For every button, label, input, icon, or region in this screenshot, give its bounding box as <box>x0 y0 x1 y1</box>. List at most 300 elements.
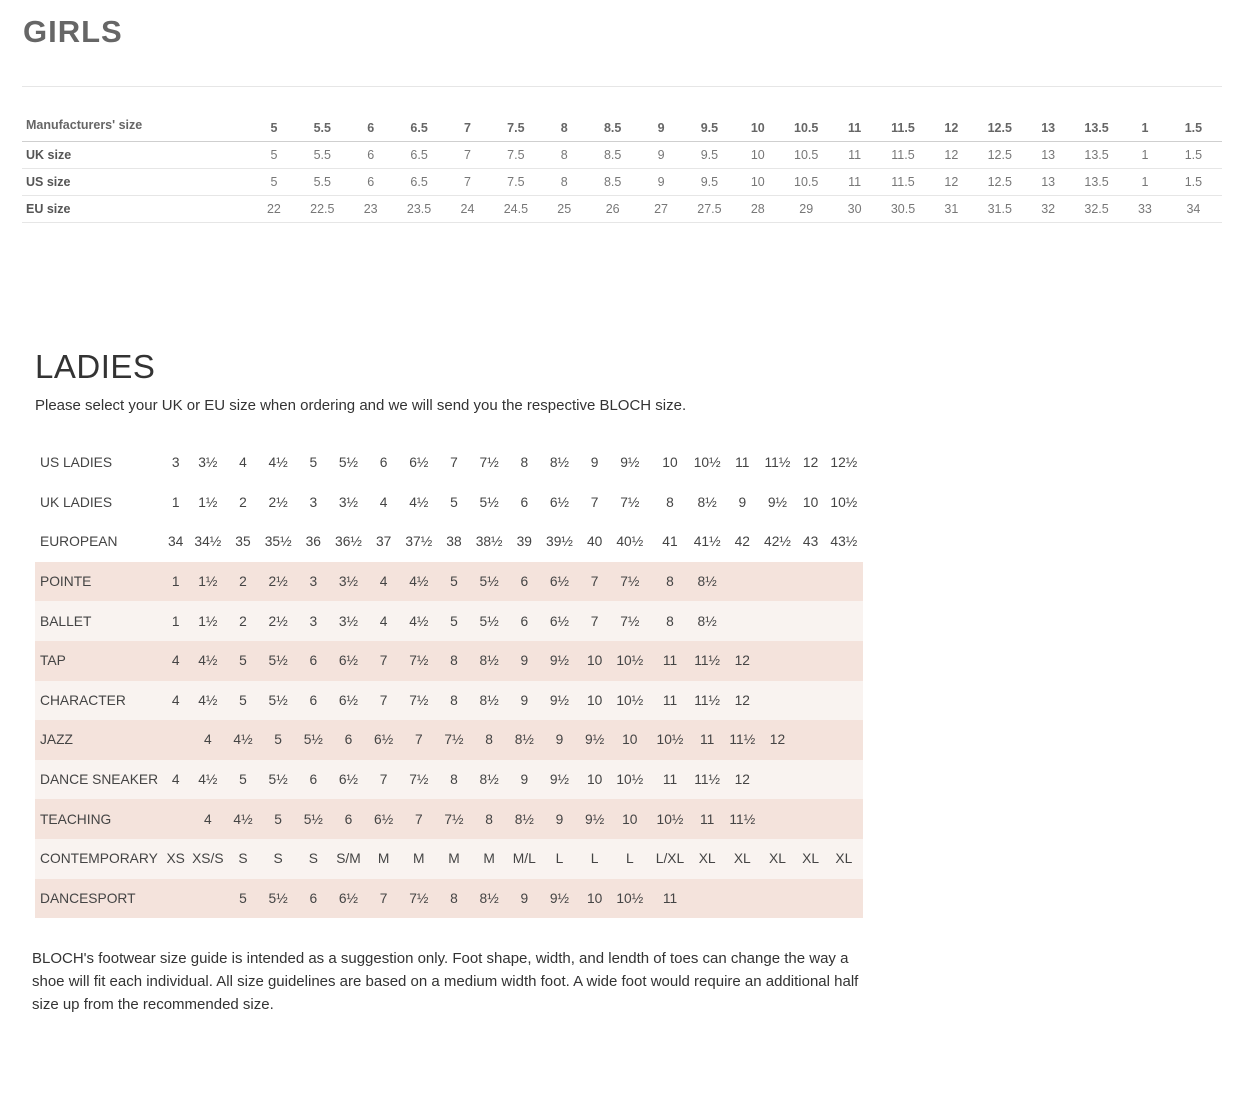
ladies-cell: 5 <box>441 562 467 602</box>
girls-cell: 12.5 <box>971 169 1028 196</box>
girls-cell: 6 <box>351 169 391 196</box>
ladies-cell: 43 <box>797 522 825 562</box>
girls-header-cell: 6.5 <box>391 87 448 142</box>
ladies-cell <box>797 760 825 800</box>
ladies-cell: 12 <box>726 681 758 721</box>
ladies-cell: 1½ <box>186 601 230 641</box>
ladies-cell <box>825 879 863 919</box>
ladies-cell: 1 <box>166 601 186 641</box>
girls-cell: 7 <box>448 142 488 169</box>
girls-row-label: US size <box>22 169 254 196</box>
ladies-cell: 34½ <box>186 522 230 562</box>
ladies-cell: 7½ <box>608 601 652 641</box>
ladies-cell: 10 <box>582 681 608 721</box>
ladies-cell: 10½ <box>608 681 652 721</box>
ladies-cell: 7 <box>582 483 608 523</box>
ladies-cell: 5 <box>230 681 256 721</box>
ladies-cell: 6½ <box>326 641 370 681</box>
girls-cell: 7.5 <box>487 142 544 169</box>
ladies-cell: 12 <box>726 760 758 800</box>
ladies-cell: 1½ <box>186 562 230 602</box>
ladies-cell: 37½ <box>397 522 441 562</box>
ladies-cell: 6 <box>511 483 537 523</box>
girls-cell: 6.5 <box>391 169 448 196</box>
ladies-cell: 8½ <box>467 641 511 681</box>
ladies-row-label: DANCESPORT <box>35 879 166 919</box>
ladies-cell: 5½ <box>467 601 511 641</box>
ladies-cell: 6 <box>300 681 326 721</box>
ladies-row-label: EUROPEAN <box>35 522 166 562</box>
ladies-cell: XL <box>726 839 758 879</box>
ladies-cell: 9½ <box>758 483 796 523</box>
ladies-row-label: DANCE SNEAKER <box>35 760 166 800</box>
ladies-cell: 8½ <box>467 879 511 919</box>
ladies-cell: 5½ <box>256 641 300 681</box>
ladies-cell: 7 <box>582 601 608 641</box>
ladies-cell: 2½ <box>256 562 300 602</box>
girls-cell: 33 <box>1125 196 1165 223</box>
ladies-cell: 12 <box>726 641 758 681</box>
ladies-cell: 11 <box>688 799 726 839</box>
ladies-cell: 6 <box>326 720 370 760</box>
girls-title: GIRLS <box>23 14 123 49</box>
ladies-cell: M <box>467 839 511 879</box>
girls-cell: 6 <box>351 142 391 169</box>
ladies-cell <box>825 760 863 800</box>
ladies-cell: 11 <box>726 443 758 483</box>
ladies-cell <box>825 601 863 641</box>
ladies-cell: 1 <box>166 562 186 602</box>
ladies-cell <box>758 562 796 602</box>
ladies-cell: 7 <box>441 443 467 483</box>
ladies-row <box>35 839 863 879</box>
size-guide-note: BLOCH's footwear size guide is intended as a suggestion only. Foot shape, width, and lendth of toes can change the way a shoe will fit each individual. All size guidelines are based on a medium width foot. A wide foot would require an additional half size up from the recommended size. <box>32 950 859 1013</box>
ladies-cell: XS/S <box>186 839 230 879</box>
ladies-cell: M/L <box>511 839 537 879</box>
ladies-cell: 8½ <box>467 760 511 800</box>
ladies-cell: 8 <box>652 562 688 602</box>
ladies-cell: 43½ <box>825 522 863 562</box>
ladies-cell: 12½ <box>825 443 863 483</box>
ladies-cell: L <box>608 839 652 879</box>
ladies-cell: 7 <box>397 720 441 760</box>
girls-cell: 9 <box>641 169 681 196</box>
ladies-cell: 5 <box>256 799 300 839</box>
ladies-cell: 6 <box>300 879 326 919</box>
ladies-cell: XS <box>166 839 186 879</box>
ladies-row-label: BALLET <box>35 601 166 641</box>
ladies-cell: 1 <box>166 483 186 523</box>
ladies-cell <box>758 681 796 721</box>
ladies-cell: 5½ <box>256 681 300 721</box>
ladies-cell: 35 <box>230 522 256 562</box>
ladies-cell: 6½ <box>326 681 370 721</box>
ladies-cell: 5 <box>256 720 300 760</box>
girls-cell: 30 <box>835 196 875 223</box>
girls-cell: 1 <box>1125 169 1165 196</box>
ladies-cell: 1½ <box>186 483 230 523</box>
ladies-row <box>35 799 863 839</box>
ladies-cell: 5 <box>300 443 326 483</box>
ladies-cell: L <box>537 839 581 879</box>
girls-header-cell: 12 <box>932 87 972 142</box>
girls-row-label: EU size <box>22 196 254 223</box>
ladies-cell: 11 <box>688 720 726 760</box>
ladies-cell: 6½ <box>397 443 441 483</box>
girls-header-cell: 7 <box>448 87 488 142</box>
girls-cell: 11.5 <box>874 142 931 169</box>
ladies-cell: 4½ <box>397 483 441 523</box>
girls-header-cell: 13.5 <box>1068 87 1125 142</box>
ladies-cell: 7 <box>582 562 608 602</box>
ladies-cell: 3 <box>300 562 326 602</box>
ladies-cell <box>797 879 825 919</box>
ladies-cell: 8½ <box>467 681 511 721</box>
ladies-cell: 9½ <box>537 681 581 721</box>
girls-header-cell: 8 <box>544 87 584 142</box>
ladies-cell: 38½ <box>467 522 511 562</box>
ladies-cell: 12 <box>758 720 796 760</box>
ladies-cell: XL <box>688 839 726 879</box>
ladies-cell: 41½ <box>688 522 726 562</box>
ladies-cell <box>758 641 796 681</box>
ladies-cell: 11 <box>652 641 688 681</box>
ladies-row <box>35 720 863 760</box>
ladies-cell: S/M <box>326 839 370 879</box>
girls-cell: 31 <box>932 196 972 223</box>
ladies-cell: 7½ <box>441 720 467 760</box>
ladies-cell: 6 <box>326 799 370 839</box>
ladies-row-label: CONTEMPORARY <box>35 839 166 879</box>
ladies-cell: 9 <box>537 720 581 760</box>
girls-cell: 12.5 <box>971 142 1028 169</box>
ladies-cell: 4 <box>166 681 186 721</box>
ladies-row-label: TEACHING <box>35 799 166 839</box>
ladies-cell: 10½ <box>608 879 652 919</box>
ladies-cell: 2½ <box>256 601 300 641</box>
girls-cell: 5.5 <box>294 142 351 169</box>
girls-header-cell: 1 <box>1125 87 1165 142</box>
ladies-cell: M <box>397 839 441 879</box>
ladies-size-table <box>35 443 863 918</box>
ladies-cell: S <box>230 839 256 879</box>
ladies-cell: 6 <box>511 562 537 602</box>
ladies-cell: 8 <box>652 601 688 641</box>
ladies-cell: 3 <box>300 483 326 523</box>
ladies-cell: 4½ <box>230 720 256 760</box>
ladies-cell: 3½ <box>326 601 370 641</box>
ladies-row-label: CHARACTER <box>35 681 166 721</box>
girls-header-cell: 9.5 <box>681 87 738 142</box>
ladies-cell: 5½ <box>300 799 326 839</box>
ladies-cell: 10 <box>608 799 652 839</box>
ladies-row-label: US LADIES <box>35 443 166 483</box>
girls-cell: 32 <box>1028 196 1068 223</box>
ladies-cell: 5½ <box>326 443 370 483</box>
ladies-cell: 41 <box>652 522 688 562</box>
ladies-cell: 2 <box>230 601 256 641</box>
girls-header-cell: 1.5 <box>1165 87 1222 142</box>
ladies-cell: 37 <box>371 522 397 562</box>
ladies-cell: 3½ <box>326 562 370 602</box>
ladies-cell: M <box>441 839 467 879</box>
ladies-cell: 4½ <box>186 681 230 721</box>
ladies-cell <box>825 720 863 760</box>
ladies-cell: 35½ <box>256 522 300 562</box>
girls-cell: 34 <box>1165 196 1222 223</box>
girls-cell: 9 <box>641 142 681 169</box>
ladies-cell: 5 <box>230 760 256 800</box>
ladies-row-label: TAP <box>35 641 166 681</box>
ladies-row <box>35 641 863 681</box>
ladies-cell: 6½ <box>537 483 581 523</box>
ladies-cell: 9 <box>511 760 537 800</box>
ladies-cell: 5½ <box>256 760 300 800</box>
girls-cell: 10.5 <box>778 142 835 169</box>
ladies-cell: 4½ <box>186 760 230 800</box>
girls-header-cell: 11 <box>835 87 875 142</box>
ladies-cell: 5 <box>230 879 256 919</box>
ladies-row <box>35 443 863 483</box>
ladies-cell: 10 <box>797 483 825 523</box>
ladies-cell <box>726 601 758 641</box>
ladies-cell: 7½ <box>441 799 467 839</box>
ladies-cell: 8½ <box>688 562 726 602</box>
ladies-cell <box>186 879 230 919</box>
ladies-cell <box>825 641 863 681</box>
ladies-cell: 5½ <box>467 562 511 602</box>
ladies-cell <box>758 601 796 641</box>
ladies-cell: 8½ <box>511 720 537 760</box>
girls-cell: 5 <box>254 142 294 169</box>
ladies-cell: 7½ <box>397 760 441 800</box>
ladies-cell: 9½ <box>537 641 581 681</box>
girls-cell: 28 <box>738 196 778 223</box>
ladies-cell: 11 <box>652 760 688 800</box>
ladies-row <box>35 879 863 919</box>
ladies-cell <box>797 681 825 721</box>
ladies-cell: 36 <box>300 522 326 562</box>
girls-size-table <box>22 86 1222 223</box>
ladies-cell: 7 <box>371 641 397 681</box>
girls-cell: 22.5 <box>294 196 351 223</box>
girls-header-cell: 11.5 <box>874 87 931 142</box>
girls-cell: 11.5 <box>874 169 931 196</box>
ladies-cell: 6½ <box>371 799 397 839</box>
ladies-cell: 9½ <box>582 720 608 760</box>
ladies-row-label: JAZZ <box>35 720 166 760</box>
ladies-cell: 4 <box>166 641 186 681</box>
girls-cell: 8.5 <box>584 142 641 169</box>
ladies-cell: 7½ <box>608 483 652 523</box>
girls-cell: 26 <box>584 196 641 223</box>
girls-cell: 25 <box>544 196 584 223</box>
ladies-subtitle: Please select your UK or EU size when ordering and we will send you the respective BLOCH size. <box>35 397 687 414</box>
girls-cell: 5.5 <box>294 169 351 196</box>
girls-cell: 32.5 <box>1068 196 1125 223</box>
ladies-cell: 7 <box>397 799 441 839</box>
ladies-row <box>35 522 863 562</box>
ladies-cell: S <box>256 839 300 879</box>
ladies-cell: 10 <box>652 443 688 483</box>
ladies-cell <box>758 760 796 800</box>
girls-cell: 27.5 <box>681 196 738 223</box>
ladies-row-label: POINTE <box>35 562 166 602</box>
ladies-cell <box>726 562 758 602</box>
ladies-cell: 8 <box>652 483 688 523</box>
ladies-cell: 6 <box>371 443 397 483</box>
girls-cell: 1 <box>1125 142 1165 169</box>
girls-cell: 10 <box>738 169 778 196</box>
ladies-cell: 7½ <box>397 879 441 919</box>
ladies-cell: 5 <box>230 641 256 681</box>
ladies-cell: 6½ <box>537 562 581 602</box>
ladies-cell: 5½ <box>300 720 326 760</box>
ladies-cell: 4½ <box>397 562 441 602</box>
girls-cell: 13 <box>1028 142 1068 169</box>
girls-header-cell: 13 <box>1028 87 1068 142</box>
ladies-cell: 8½ <box>511 799 537 839</box>
girls-cell: 10.5 <box>778 169 835 196</box>
ladies-cell: 9½ <box>537 879 581 919</box>
ladies-cell: 10 <box>582 641 608 681</box>
girls-cell: 6.5 <box>391 142 448 169</box>
ladies-cell: 2 <box>230 483 256 523</box>
ladies-cell <box>797 641 825 681</box>
girls-header-row <box>22 87 1222 142</box>
girls-cell: 7 <box>448 169 488 196</box>
ladies-cell <box>758 879 796 919</box>
ladies-cell: 6½ <box>371 720 397 760</box>
ladies-title: LADIES <box>35 348 156 385</box>
girls-header-cell: 6 <box>351 87 391 142</box>
ladies-cell: 9 <box>511 681 537 721</box>
ladies-cell: XL <box>758 839 796 879</box>
ladies-cell: 10½ <box>825 483 863 523</box>
ladies-cell: 10 <box>608 720 652 760</box>
ladies-cell: 11 <box>652 879 688 919</box>
girls-cell: 8.5 <box>584 169 641 196</box>
girls-row-label: UK size <box>22 142 254 169</box>
ladies-cell: 9 <box>511 641 537 681</box>
ladies-cell: 11 <box>652 681 688 721</box>
girls-cell: 1.5 <box>1165 142 1222 169</box>
ladies-cell: 8½ <box>688 483 726 523</box>
girls-header-cell: 10 <box>738 87 778 142</box>
girls-cell: 11 <box>835 169 875 196</box>
ladies-cell: 8 <box>441 760 467 800</box>
ladies-cell: 6 <box>511 601 537 641</box>
ladies-cell: 9½ <box>608 443 652 483</box>
girls-row <box>22 196 1222 223</box>
ladies-cell: 5½ <box>467 483 511 523</box>
ladies-row <box>35 760 863 800</box>
ladies-cell: 6 <box>300 760 326 800</box>
ladies-cell: 6½ <box>326 760 370 800</box>
ladies-cell: 3½ <box>326 483 370 523</box>
girls-cell: 11 <box>835 142 875 169</box>
ladies-cell: 4 <box>186 720 230 760</box>
girls-cell: 13.5 <box>1068 142 1125 169</box>
ladies-cell <box>166 720 186 760</box>
ladies-cell: 7½ <box>397 681 441 721</box>
ladies-cell: 39 <box>511 522 537 562</box>
ladies-cell <box>825 562 863 602</box>
ladies-cell: 12 <box>797 443 825 483</box>
girls-header-cell: 12.5 <box>971 87 1028 142</box>
ladies-cell: 36½ <box>326 522 370 562</box>
ladies-row <box>35 601 863 641</box>
ladies-cell: 40 <box>582 522 608 562</box>
ladies-cell: 11½ <box>726 799 758 839</box>
girls-cell: 9.5 <box>681 142 738 169</box>
ladies-cell: 7 <box>371 879 397 919</box>
ladies-cell: 2 <box>230 562 256 602</box>
ladies-cell: 10½ <box>652 799 688 839</box>
ladies-cell: 40½ <box>608 522 652 562</box>
ladies-cell: S <box>300 839 326 879</box>
girls-cell: 8 <box>544 169 584 196</box>
ladies-cell: 9 <box>537 799 581 839</box>
ladies-cell: 6½ <box>326 879 370 919</box>
girls-cell: 8 <box>544 142 584 169</box>
ladies-cell: 8 <box>467 799 511 839</box>
ladies-cell: 11½ <box>726 720 758 760</box>
ladies-cell: 42½ <box>758 522 796 562</box>
ladies-cell: 5 <box>441 601 467 641</box>
ladies-cell <box>726 879 758 919</box>
ladies-cell: 9 <box>582 443 608 483</box>
ladies-cell: 8 <box>441 681 467 721</box>
ladies-row-label: UK LADIES <box>35 483 166 523</box>
ladies-cell: 7½ <box>397 641 441 681</box>
ladies-cell: 10½ <box>608 760 652 800</box>
girls-cell: 12 <box>932 169 972 196</box>
ladies-cell: 7 <box>371 760 397 800</box>
ladies-cell: 7 <box>371 681 397 721</box>
ladies-cell: 8 <box>511 443 537 483</box>
ladies-cell: 11½ <box>758 443 796 483</box>
ladies-row <box>35 562 863 602</box>
girls-cell: 5 <box>254 169 294 196</box>
ladies-cell: 4 <box>371 483 397 523</box>
girls-cell: 13 <box>1028 169 1068 196</box>
ladies-cell: 8 <box>467 720 511 760</box>
ladies-cell: M <box>371 839 397 879</box>
girls-header-cell: 7.5 <box>487 87 544 142</box>
ladies-cell: 11½ <box>688 681 726 721</box>
girls-cell: 30.5 <box>874 196 931 223</box>
ladies-cell: 9½ <box>537 760 581 800</box>
girls-cell: 12 <box>932 142 972 169</box>
ladies-cell: 4 <box>230 443 256 483</box>
girls-cell: 29 <box>778 196 835 223</box>
girls-cell: 10 <box>738 142 778 169</box>
ladies-cell: L/XL <box>652 839 688 879</box>
ladies-cell <box>797 720 825 760</box>
girls-cell: 23.5 <box>391 196 448 223</box>
ladies-cell: 6½ <box>537 601 581 641</box>
ladies-cell: 5 <box>441 483 467 523</box>
girls-cell: 13.5 <box>1068 169 1125 196</box>
ladies-cell <box>758 799 796 839</box>
ladies-cell <box>688 879 726 919</box>
girls-header-cell: 5 <box>254 87 294 142</box>
girls-cell: 1.5 <box>1165 169 1222 196</box>
ladies-cell: 4 <box>186 799 230 839</box>
girls-cell: 24 <box>448 196 488 223</box>
ladies-cell: 7½ <box>467 443 511 483</box>
